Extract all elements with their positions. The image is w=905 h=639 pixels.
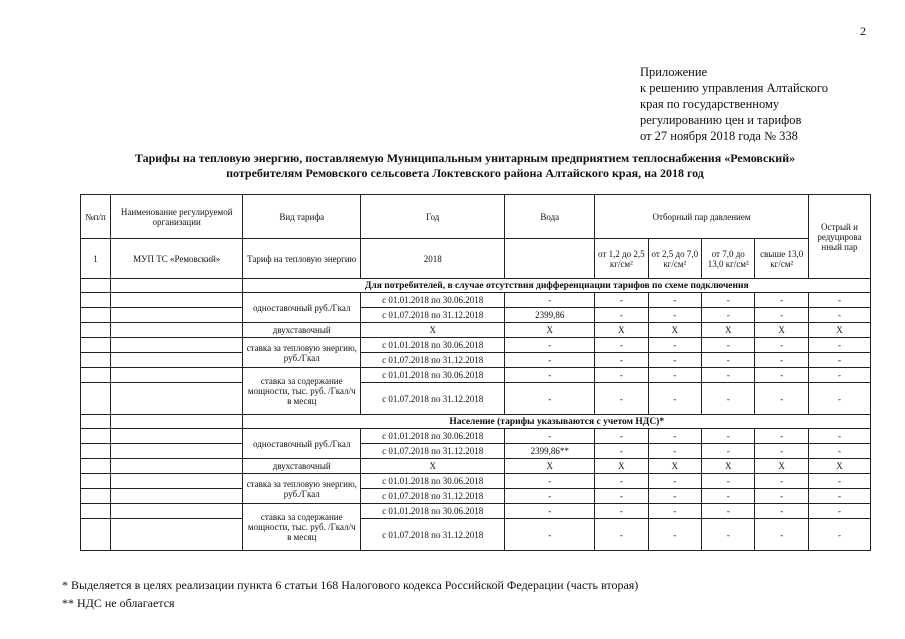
dual-rate-value: X: [361, 323, 505, 338]
tariff-row: [81, 504, 871, 519]
empty-cell: [110, 459, 243, 474]
pressure-range-4: свыше 13,0 кг/см²: [755, 239, 808, 279]
dual-rate-value: X: [808, 459, 870, 474]
steam-value: -: [595, 338, 648, 353]
tariff-year: 2018: [361, 239, 505, 279]
tariff-row: [81, 368, 871, 383]
header-year: Год: [361, 195, 505, 239]
document-title: [60, 151, 870, 181]
steam-value: -: [808, 504, 870, 519]
steam-value: -: [648, 353, 701, 368]
empty-cell: [110, 368, 243, 383]
empty-cell: [81, 323, 111, 338]
period-cell: с 01.07.2018 по 31.12.2018: [361, 519, 505, 551]
dual-rate-value: X: [648, 459, 701, 474]
period-cell: с 01.01.2018 по 30.06.2018: [361, 504, 505, 519]
steam-value: -: [595, 293, 648, 308]
header-org: Наименование регулируемой организации: [110, 195, 243, 239]
empty-cell: [110, 308, 243, 323]
period-cell: с 01.07.2018 по 31.12.2018: [361, 383, 505, 415]
empty-cell: [81, 368, 111, 383]
water-value: -: [505, 519, 595, 551]
steam-value: -: [648, 504, 701, 519]
empty-cell: [81, 415, 111, 429]
steam-value: -: [808, 353, 870, 368]
steam-value: -: [702, 308, 755, 323]
steam-value: -: [808, 489, 870, 504]
dual-rate-value: X: [808, 323, 870, 338]
appendix-line: к решению управления Алтайского: [640, 81, 828, 95]
dual-rate-row: [81, 459, 871, 474]
dual-rate-value: X: [702, 323, 755, 338]
steam-value: -: [648, 308, 701, 323]
empty-cell: [110, 353, 243, 368]
tariff-row: [81, 444, 871, 459]
water-value: -: [505, 338, 595, 353]
row-number: 1: [81, 239, 111, 279]
steam-value: -: [648, 368, 701, 383]
footnote-no-vat: ** НДС не облагается: [62, 596, 175, 610]
tariff-row: [81, 429, 871, 444]
steam-value: -: [595, 504, 648, 519]
steam-value: -: [648, 519, 701, 551]
water-value: -: [505, 383, 595, 415]
steam-value: -: [702, 519, 755, 551]
water-value: 2399,86: [505, 308, 595, 323]
period-cell: с 01.07.2018 по 31.12.2018: [361, 353, 505, 368]
water-value: -: [505, 474, 595, 489]
steam-value: -: [648, 429, 701, 444]
period-cell: с 01.01.2018 по 30.06.2018: [361, 338, 505, 353]
steam-value: -: [755, 383, 808, 415]
empty-cell: [81, 338, 111, 353]
water-value: -: [505, 429, 595, 444]
period-cell: с 01.01.2018 по 30.06.2018: [361, 293, 505, 308]
steam-value: -: [808, 293, 870, 308]
steam-value: -: [702, 444, 755, 459]
dual-rate-value: X: [361, 459, 505, 474]
steam-value: -: [648, 293, 701, 308]
footnote-vat: * Выделяется в целях реализации пункта 6 статьи 168 Налогового кодекса Российской Федерации (часть вторая): [62, 578, 639, 592]
steam-value: -: [648, 383, 701, 415]
water-value: -: [505, 504, 595, 519]
steam-value: -: [755, 489, 808, 504]
steam-value: -: [595, 368, 648, 383]
dual-rate-value: X: [505, 459, 595, 474]
appendix-line: Приложение: [640, 65, 708, 79]
tariff-row: [81, 338, 871, 353]
dual-rate-value: X: [648, 323, 701, 338]
tariff-row: [81, 353, 871, 368]
steam-value: -: [595, 444, 648, 459]
steam-value: -: [702, 293, 755, 308]
steam-value: -: [648, 489, 701, 504]
steam-value: -: [702, 429, 755, 444]
empty-cell: [110, 323, 243, 338]
water-value: 2399,86**: [505, 444, 595, 459]
single-rate-label: одноставочный руб./Гкал: [243, 429, 361, 459]
tariff-row: [81, 308, 871, 323]
steam-value: -: [648, 338, 701, 353]
steam-value: -: [595, 474, 648, 489]
appendix-line: края по государственному: [640, 97, 780, 111]
dual-rate-value: X: [595, 459, 648, 474]
water-cell: [505, 239, 595, 279]
steam-value: -: [808, 429, 870, 444]
first-data-row: [81, 239, 871, 279]
empty-cell: [110, 415, 243, 429]
period-cell: с 01.01.2018 по 30.06.2018: [361, 368, 505, 383]
tariff-row: [81, 519, 871, 551]
steam-value: -: [702, 338, 755, 353]
tariff-row: [81, 293, 871, 308]
pressure-range-2: от 2,5 до 7,0 кг/см²: [648, 239, 701, 279]
pressure-range-3: от 7,0 до 13,0 кг/см²: [702, 239, 755, 279]
energy-rate-label: ставка за тепловую энергию, руб./Гкал: [243, 338, 361, 368]
tariff-row: [81, 474, 871, 489]
empty-cell: [110, 474, 243, 489]
empty-cell: [81, 383, 111, 415]
tariff-kind: Тариф на тепловую энергию: [243, 239, 361, 279]
header-kind: Вид тарифа: [243, 195, 361, 239]
header-steam: Отборный пар давлением: [595, 195, 809, 239]
period-cell: с 01.01.2018 по 30.06.2018: [361, 429, 505, 444]
steam-value: -: [755, 504, 808, 519]
steam-value: -: [648, 474, 701, 489]
dual-rate-label: двухставочный: [243, 323, 361, 338]
steam-value: -: [595, 383, 648, 415]
empty-cell: [110, 444, 243, 459]
steam-value: -: [808, 383, 870, 415]
appendix-line: от 27 ноября 2018 года № 338: [640, 129, 798, 143]
header-num: №п/п: [81, 195, 111, 239]
pressure-range-1: от 1,2 до 2,5 кг/см²: [595, 239, 648, 279]
steam-value: -: [808, 444, 870, 459]
water-value: -: [505, 353, 595, 368]
steam-value: -: [595, 489, 648, 504]
steam-value: -: [755, 353, 808, 368]
steam-value: -: [595, 353, 648, 368]
period-cell: с 01.07.2018 по 31.12.2018: [361, 308, 505, 323]
empty-cell: [110, 429, 243, 444]
empty-cell: [81, 459, 111, 474]
steam-value: -: [808, 338, 870, 353]
dual-rate-value: X: [505, 323, 595, 338]
dual-rate-row: [81, 323, 871, 338]
water-value: -: [505, 368, 595, 383]
empty-cell: [81, 504, 111, 519]
water-value: -: [505, 489, 595, 504]
power-rate-label: ставка за содержание мощности, тыс. руб. /Гкал/ч в месяц: [243, 368, 361, 415]
empty-cell: [81, 489, 111, 504]
period-cell: с 01.07.2018 по 31.12.2018: [361, 489, 505, 504]
section-title: Для потребителей, в случае отсутствия дифференциации тарифов по схеме подключения: [243, 279, 871, 293]
empty-cell: [81, 308, 111, 323]
steam-value: -: [702, 368, 755, 383]
empty-cell: [110, 519, 243, 551]
steam-value: -: [808, 474, 870, 489]
dual-rate-value: X: [595, 323, 648, 338]
tariff-table: [80, 194, 871, 551]
dual-rate-label: двухставочный: [243, 459, 361, 474]
steam-value: -: [755, 368, 808, 383]
steam-value: -: [702, 504, 755, 519]
empty-cell: [110, 338, 243, 353]
steam-value: -: [755, 444, 808, 459]
title-line: потребителям Ремовского сельсовета Локтевского района Алтайского края, на 2018 год: [226, 166, 704, 180]
section-title: Население (тарифы указываются с учетом НДС)*: [243, 415, 871, 429]
steam-value: -: [702, 353, 755, 368]
title-line: Тарифы на тепловую энергию, поставляемую Муниципальным унитарным предприятием теплоснабжения «Ремовский»: [134, 151, 796, 165]
empty-cell: [110, 383, 243, 415]
water-value: -: [505, 293, 595, 308]
empty-cell: [110, 489, 243, 504]
empty-cell: [81, 519, 111, 551]
dual-rate-value: X: [755, 459, 808, 474]
steam-value: -: [595, 519, 648, 551]
header-water: Вода: [505, 195, 595, 239]
dual-rate-value: X: [702, 459, 755, 474]
period-cell: с 01.01.2018 по 30.06.2018: [361, 474, 505, 489]
tariff-row: [81, 383, 871, 415]
power-rate-label: ставка за содержание мощности, тыс. руб. /Гкал/ч в месяц: [243, 504, 361, 551]
steam-value: -: [702, 474, 755, 489]
header-sharp-steam: Острый и редуцирова нный пар: [808, 195, 870, 279]
empty-cell: [81, 353, 111, 368]
energy-rate-label: ставка за тепловую энергию, руб./Гкал: [243, 474, 361, 504]
empty-cell: [81, 474, 111, 489]
dual-rate-value: X: [755, 323, 808, 338]
tariff-row: [81, 489, 871, 504]
steam-value: -: [648, 444, 701, 459]
empty-cell: [110, 279, 243, 293]
steam-value: -: [808, 519, 870, 551]
steam-value: -: [755, 474, 808, 489]
single-rate-label: одноставочный руб./Гкал: [243, 293, 361, 323]
appendix-block: [640, 64, 828, 144]
empty-cell: [81, 429, 111, 444]
section-title-row: [81, 415, 871, 429]
steam-value: -: [595, 308, 648, 323]
steam-value: -: [702, 489, 755, 504]
steam-value: -: [755, 338, 808, 353]
header-row: [81, 195, 871, 239]
section-title-row: [81, 279, 871, 293]
steam-value: -: [595, 429, 648, 444]
steam-value: -: [755, 519, 808, 551]
empty-cell: [110, 504, 243, 519]
steam-value: -: [808, 368, 870, 383]
steam-value: -: [755, 429, 808, 444]
appendix-line: регулированию цен и тарифов: [640, 113, 802, 127]
steam-value: -: [755, 293, 808, 308]
empty-cell: [81, 293, 111, 308]
empty-cell: [81, 279, 111, 293]
steam-value: -: [755, 308, 808, 323]
steam-value: -: [808, 308, 870, 323]
steam-value: -: [702, 383, 755, 415]
empty-cell: [110, 293, 243, 308]
empty-cell: [81, 444, 111, 459]
org-name: МУП ТС «Ремовский»: [110, 239, 243, 279]
page-number: 2: [860, 24, 866, 38]
period-cell: с 01.07.2018 по 31.12.2018: [361, 444, 505, 459]
